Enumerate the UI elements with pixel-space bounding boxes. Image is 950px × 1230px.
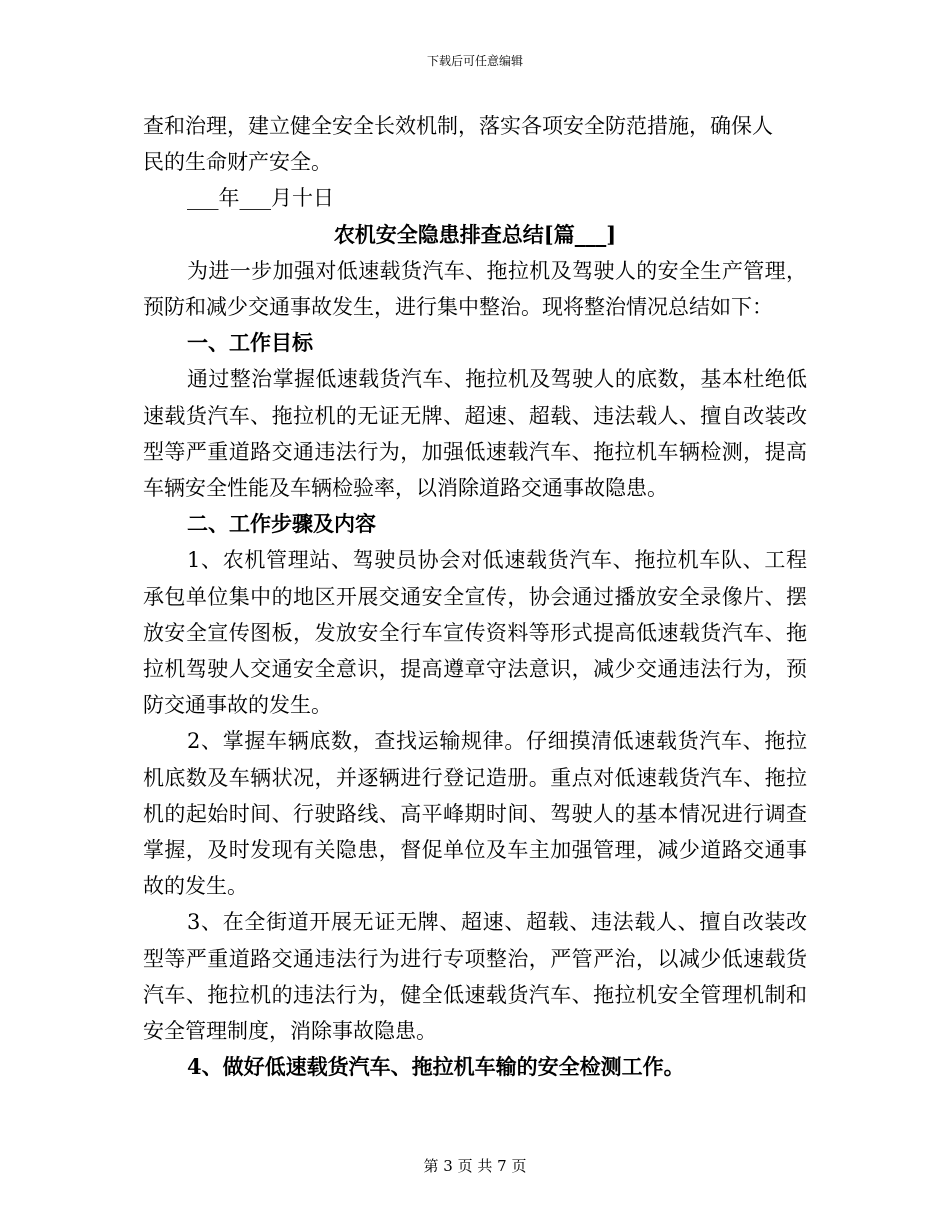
- continued-line-2: 民的生命财产安全。: [143, 150, 332, 175]
- heading-step-4: 4、做好低速载货汽车、拖拉机车输的安全检测工作。: [187, 1054, 685, 1080]
- continued-line-1: 查和治理，建立健全安全长效机制，落实各项安全防范措施，确保人: [143, 114, 773, 138]
- intro-paragraph: 为进一步加强对低速载货汽车、拖拉机及驾驶人的安全生产管理，预防和减少交通事故发生，进行集中整治。现将整治情况总结如下：: [143, 258, 807, 320]
- heading-work-steps: 二、工作步骤及内容: [187, 511, 376, 537]
- page-number: 第 3 页 共 7 页: [423, 1157, 527, 1175]
- date-line: ___年___月十日: [187, 186, 334, 211]
- paragraph-step-1: 1、农机管理站、驾驶员协会对低速载货汽车、拖拉机车队、工程承包单位集中的地区开展交通安全宣传，协会通过播放安全录像片、摆放安全宣传图板，发放安全行车宣传资料等形式提高低速载货汽车、拖拉机驾驶人交通安全意识，提高遵章守法意识，减少交通违法行为，预防交通事故的发生。: [143, 548, 807, 718]
- paragraph-step-3: 3、在全街道开展无证无牌、超速、超载、违法载人、擅自改装改型等严重道路交通违法行为进行专项整治，严管严治，以减少低速载货汽车、拖拉机的违法行为，健全低速载货汽车、拖拉机安全管理机制和安全管理制度，消除事故隐患。: [143, 910, 807, 1044]
- paragraph-work-goals: 通过整治掌握低速载货汽车、拖拉机及驾驶人的底数，基本杜绝低速载货汽车、拖拉机的无证无牌、超速、超载、违法载人、擅自改装改型等严重道路交通违法行为，加强低速载汽车、拖拉机车辆检测，提高车辆安全性能及车辆检验率，以消除道路交通事故隐患。: [143, 367, 807, 501]
- heading-work-goals: 一、工作目标: [187, 330, 313, 356]
- page-header-note: 下载后可任意编辑: [426, 54, 523, 68]
- paragraph-step-2: 2、掌握车辆底数，查找运输规律。仔细摸清低速载货汽车、拖拉机底数及车辆状况，并逐辆进行登记造册。重点对低速载货汽车、拖拉机的起始时间、行驶路线、高平峰期时间、驾驶人的基本情况进行调查掌握，及时发现有关隐患，督促单位及车主加强管理，减少道路交通事故的发生。: [143, 729, 807, 899]
- document-body: [143, 108, 807, 1085]
- section-title: 农机安全隐患排查总结[篇___]: [333, 221, 617, 247]
